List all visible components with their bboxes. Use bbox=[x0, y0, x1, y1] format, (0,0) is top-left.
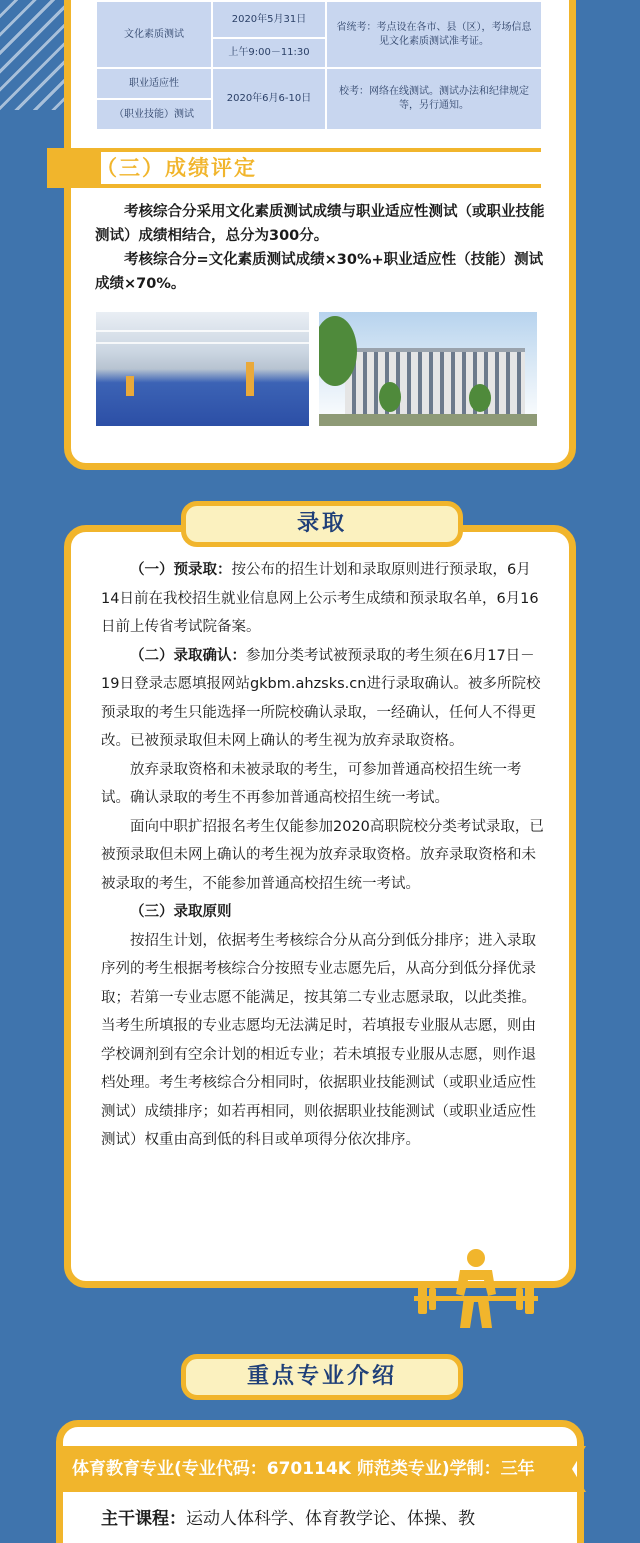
pre-admission-paragraph bbox=[101, 556, 545, 642]
give-up-paragraph: 放弃录取资格和未被录取的考生，可参加普通高校招生统一考试。确认录取的考生不再参加普通高校招生统一考试。 bbox=[101, 761, 522, 806]
campus-building-photo bbox=[319, 312, 537, 426]
table-cell-note: 校考：网络在线测试。测试办法和纪律规定等，另行通知。 bbox=[326, 68, 542, 130]
weightlifter-icon bbox=[414, 1244, 538, 1330]
pre-admission-text: 按公布的招生计划和录取原则进行预录取，6月14日前在我校招生就业信息网上公示考生成绩和预录取名单，6月16日前上传省考试院备案。 bbox=[101, 562, 539, 635]
majors-title: 重点专业介绍 bbox=[181, 1354, 463, 1400]
principle-heading: （三）录取原则 bbox=[130, 904, 232, 920]
table-cell-date: 2020年6月6-10日 bbox=[212, 68, 326, 130]
courses-label: 主干课程： bbox=[101, 1509, 186, 1529]
courses-text: 运动人体科学、体育教学论、体操、教 bbox=[186, 1509, 475, 1529]
pre-admission-heading: （一）预录取： bbox=[130, 562, 232, 578]
confirm-text: 参加分类考试被预录取的考生须在6月17日－19日登录志愿填报网站gkbm.ahzsks.cn进行录取确认。被多所院校预录取的考生只能选择一所院校确认录取，一经确认，任何人不得更改。已被预录取但未网上确认的考生视为放弃录取资格。 bbox=[101, 647, 541, 749]
major-banner-label: 体育教育专业(专业代码：670114K 师范类专业)学制：三年 bbox=[72, 1459, 535, 1479]
gym-photo bbox=[96, 312, 309, 426]
table-cell-subject: 文化素质测试 bbox=[96, 1, 212, 68]
table-cell-subject: 职业适应性 bbox=[96, 68, 212, 99]
confirm-paragraph bbox=[101, 642, 545, 756]
score-description bbox=[95, 200, 545, 296]
exam-schedule-table bbox=[95, 0, 543, 131]
major-banner-tip bbox=[572, 1446, 586, 1492]
score-paragraph: 考核综合分采用文化素质测试成绩与职业适应性测试（或职业技能测试）成绩相结合，总分为300分。 bbox=[95, 204, 545, 244]
major-courses bbox=[101, 1504, 545, 1534]
table-cell-subject: （职业技能）测试 bbox=[96, 99, 212, 130]
confirm-heading: （二）录取确认： bbox=[130, 647, 246, 664]
score-formula: 考核综合分=文化素质测试成绩×30%+职业适应性（技能）测试成绩×70%。 bbox=[95, 252, 544, 292]
table-cell-date: 2020年5月31日 bbox=[212, 1, 326, 38]
secondary-vocational-paragraph: 面向中职扩招报名考生仅能参加2020高职院校分类考试录取，已被预录取但未网上确认的考生视为放弃录取资格。放弃录取资格和未被录取的考生，不能参加普通高校招生统一考试。 bbox=[101, 818, 544, 892]
decorative-stripes bbox=[0, 0, 70, 110]
principle-paragraph: 按招生计划，依据考生考核综合分从高分到低分排序；进入录取序列的考生根据考核综合分按照专业志愿先后，从高分到低分择优录取；若第一专业志愿不能满足，按其第二专业志愿录取，以此类推。当考生所填报的专业志愿均无法满足时，若填报专业服从志愿，则由学校调剂到有空余计划的相近专业；若未填报专业服从志愿，则作退档处理。考生考核综合分相同时，依据职业技能测试（或职业适应性测试）成绩排序；如若再相同，则依据职业技能测试（或职业适应性测试）权重由高到低的科目或单项得分依次排序。 bbox=[101, 932, 536, 1148]
table-cell-note: 省统考：考点设在各市、县（区），考场信息见文化素质测试准考证。 bbox=[326, 1, 542, 68]
section-title-score: （三）成绩评定 bbox=[96, 156, 257, 180]
table-cell-time: 上午9:00－11:30 bbox=[212, 38, 326, 68]
admission-title: 录取 bbox=[181, 501, 463, 547]
admission-text bbox=[101, 556, 545, 1155]
